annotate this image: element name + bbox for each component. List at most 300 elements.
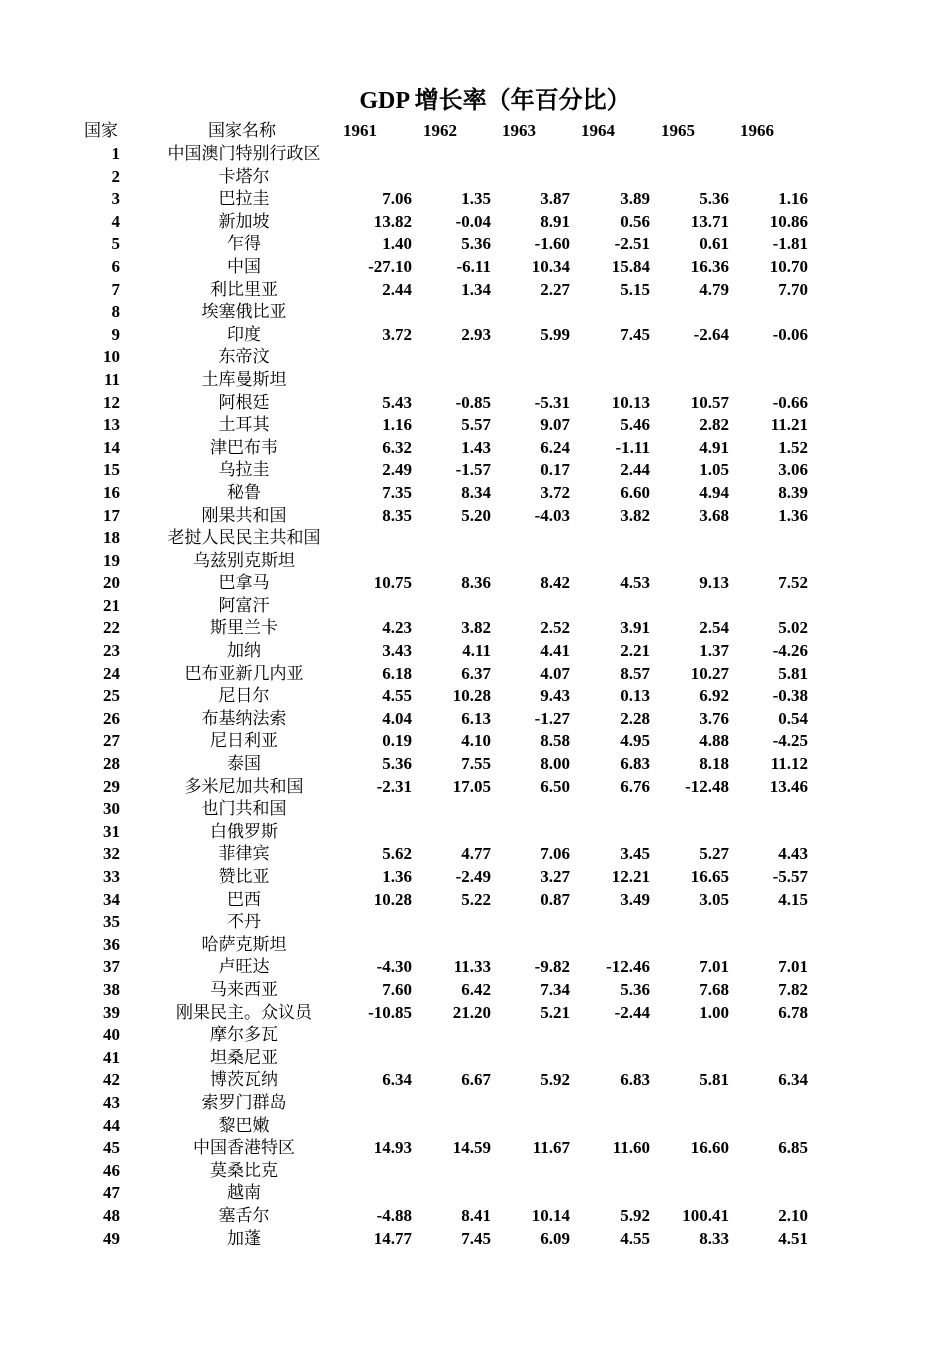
gdp-value-1965: 0.61 — [699, 234, 729, 254]
table-row — [0, 956, 950, 979]
country-name: 尼日利亚 — [210, 731, 278, 751]
gdp-value-1966: 6.78 — [778, 1002, 808, 1022]
gdp-value-1966: 11.21 — [770, 415, 808, 435]
gdp-value-1966: 5.81 — [778, 663, 808, 683]
gdp-value-1966: 1.16 — [778, 189, 808, 209]
country-name: 巴布亚新几内亚 — [184, 663, 304, 683]
gdp-value-1964: 5.92 — [620, 1205, 650, 1225]
row-index: 26 — [103, 708, 120, 728]
gdp-value-1963: 9.07 — [540, 415, 570, 435]
gdp-value-1963: 3.27 — [540, 867, 570, 886]
row-index: 12 — [103, 392, 120, 412]
country-name: 刚果民主。众议员 — [176, 1002, 312, 1022]
gdp-value-1962: 6.13 — [461, 708, 491, 728]
gdp-value-1965: 4.94 — [699, 482, 729, 502]
table-row — [0, 550, 950, 573]
gdp-value-1965: 10.57 — [690, 392, 729, 412]
table-row — [0, 776, 950, 799]
gdp-value-1966: -0.38 — [772, 686, 808, 706]
row-index: 47 — [103, 1183, 120, 1203]
gdp-value-1964: 7.45 — [620, 324, 650, 344]
country-name: 摩尔多瓦 — [210, 1025, 278, 1045]
gdp-value-1963: 3.72 — [540, 482, 570, 502]
gdp-value-1965: 5.81 — [699, 1070, 729, 1090]
row-index: 15 — [103, 460, 120, 480]
country-name: 津巴布韦 — [210, 437, 278, 457]
gdp-value-1961: 7.06 — [382, 189, 412, 209]
table-row — [0, 437, 950, 460]
row-index: 41 — [103, 1047, 120, 1067]
table-row — [0, 911, 950, 934]
row-index: 40 — [103, 1025, 120, 1045]
gdp-value-1961: 7.60 — [382, 979, 412, 999]
row-index: 34 — [103, 889, 120, 909]
gdp-value-1965: 100.41 — [682, 1205, 729, 1225]
gdp-value-1962: 5.20 — [461, 505, 491, 525]
row-index: 21 — [103, 595, 120, 615]
country-name: 乌拉圭 — [218, 460, 270, 480]
gdp-value-1966: 5.02 — [778, 618, 808, 638]
gdp-value-1962: 7.55 — [461, 754, 491, 774]
country-name: 布基纳法索 — [201, 708, 287, 728]
gdp-value-1965: -2.64 — [693, 324, 729, 344]
gdp-value-1966: -5.57 — [772, 867, 808, 886]
gdp-value-1965: 4.79 — [699, 279, 729, 299]
header-year-1966: 1966 — [740, 121, 774, 140]
header-country-name: 国家名称 — [208, 121, 276, 140]
gdp-value-1963: 8.91 — [540, 211, 570, 231]
row-index: 32 — [103, 844, 120, 864]
row-index: 43 — [103, 1092, 120, 1112]
page-title: GDP 增长率（年百分比） — [359, 88, 631, 114]
gdp-value-1961: 7.35 — [382, 482, 412, 502]
gdp-value-1962: 6.37 — [461, 663, 491, 683]
gdp-value-1962: 6.67 — [461, 1070, 491, 1090]
gdp-value-1963: -9.82 — [534, 957, 570, 977]
gdp-value-1964: 0.13 — [620, 686, 650, 706]
gdp-value-1964: 5.36 — [620, 979, 650, 999]
gdp-value-1963: 5.99 — [540, 324, 570, 344]
country-name: 莫桑比克 — [210, 1160, 278, 1180]
table-row — [0, 1160, 950, 1183]
table-row — [0, 166, 950, 189]
gdp-value-1966: 1.36 — [778, 505, 808, 525]
header-year-1961: 1961 — [343, 121, 377, 140]
table-row — [0, 572, 950, 595]
country-name: 白俄罗斯 — [210, 821, 278, 841]
table-row — [0, 821, 950, 844]
gdp-value-1961: 6.34 — [382, 1070, 412, 1090]
table-row — [0, 324, 950, 347]
gdp-value-1965: 9.13 — [699, 573, 729, 593]
gdp-value-1965: 5.27 — [699, 844, 729, 864]
row-index: 25 — [103, 686, 120, 706]
gdp-value-1961: 5.43 — [382, 392, 412, 412]
gdp-value-1964: 8.57 — [620, 663, 650, 683]
gdp-value-1964: 15.84 — [611, 256, 650, 276]
gdp-value-1962: 4.77 — [461, 844, 491, 864]
row-index: 37 — [103, 957, 120, 977]
gdp-value-1962: -2.49 — [455, 867, 491, 886]
country-name: 利比里亚 — [210, 279, 278, 299]
country-name: 赞比亚 — [218, 867, 270, 886]
table-row — [0, 414, 950, 437]
country-name: 老挝人民民主共和国 — [167, 528, 321, 548]
table-row — [0, 685, 950, 708]
table-row — [0, 346, 950, 369]
gdp-value-1963: -5.31 — [534, 392, 570, 412]
gdp-value-1962: -0.85 — [455, 392, 491, 412]
country-name: 尼日尔 — [218, 686, 270, 706]
row-index: 9 — [111, 324, 120, 344]
country-name: 巴西 — [227, 889, 261, 909]
table-row — [0, 256, 950, 279]
gdp-value-1961: 3.43 — [382, 641, 412, 661]
row-index: 6 — [111, 256, 120, 276]
gdp-value-1963: 10.14 — [531, 1205, 570, 1225]
country-name: 埃塞俄比亚 — [201, 302, 287, 322]
gdp-value-1964: 5.15 — [620, 279, 650, 299]
table-row — [0, 527, 950, 550]
gdp-value-1964: 12.21 — [611, 867, 650, 886]
row-index: 45 — [103, 1138, 120, 1158]
gdp-value-1965: 16.60 — [690, 1138, 729, 1158]
gdp-value-1961: 4.04 — [382, 708, 412, 728]
gdp-value-1963: 5.21 — [540, 1002, 570, 1022]
header-year-1965: 1965 — [661, 121, 695, 140]
gdp-value-1963: 6.09 — [540, 1228, 570, 1248]
row-index: 31 — [103, 821, 120, 841]
gdp-value-1961: -4.30 — [376, 957, 412, 977]
gdp-value-1962: 10.28 — [452, 686, 491, 706]
gdp-value-1961: 6.32 — [382, 437, 412, 457]
gdp-value-1962: 2.93 — [461, 324, 491, 344]
gdp-value-1962: 4.11 — [462, 641, 491, 661]
country-name: 阿根廷 — [218, 392, 270, 412]
gdp-value-1964: 3.82 — [620, 505, 650, 525]
gdp-value-1962: -0.04 — [455, 211, 491, 231]
gdp-value-1961: 13.82 — [373, 211, 412, 231]
gdp-value-1964: 2.44 — [620, 460, 650, 480]
gdp-value-1966: 7.52 — [778, 573, 808, 593]
gdp-value-1961: 5.36 — [382, 754, 412, 774]
table-row — [0, 301, 950, 324]
table-row — [0, 369, 950, 392]
gdp-value-1963: 8.58 — [540, 731, 570, 751]
gdp-value-1965: 8.33 — [699, 1228, 729, 1248]
gdp-value-1965: 4.88 — [699, 731, 729, 751]
gdp-value-1964: 2.21 — [620, 641, 650, 661]
gdp-value-1961: 8.35 — [382, 505, 412, 525]
gdp-value-1966: 4.15 — [778, 889, 808, 909]
gdp-value-1965: 1.37 — [699, 641, 729, 661]
gdp-value-1961: 1.16 — [382, 415, 412, 435]
gdp-value-1961: 3.72 — [382, 324, 412, 344]
gdp-value-1966: 6.85 — [778, 1138, 808, 1158]
country-name: 新加坡 — [218, 211, 270, 231]
gdp-value-1964: 3.91 — [620, 618, 650, 638]
table-row — [0, 934, 950, 957]
gdp-value-1966: 10.86 — [769, 211, 808, 231]
gdp-value-1964: 2.28 — [620, 708, 650, 728]
country-name: 加蓬 — [227, 1228, 261, 1248]
gdp-value-1961: 14.77 — [373, 1228, 412, 1248]
gdp-value-1963: 8.42 — [540, 573, 570, 593]
gdp-value-1961: 14.93 — [373, 1138, 412, 1158]
gdp-value-1961: 10.75 — [373, 573, 412, 593]
row-index: 23 — [103, 641, 120, 661]
table-row — [0, 730, 950, 753]
gdp-value-1964: 10.13 — [611, 392, 650, 412]
table-row — [0, 482, 950, 505]
country-name: 卡塔尔 — [218, 166, 270, 186]
gdp-value-1964: 11.60 — [612, 1138, 650, 1158]
gdp-value-1961: 1.36 — [382, 867, 412, 886]
header-year-1962: 1962 — [423, 121, 457, 140]
row-index: 14 — [103, 437, 120, 457]
gdp-value-1962: 8.41 — [461, 1205, 491, 1225]
gdp-value-1961: -4.88 — [376, 1205, 412, 1225]
gdp-value-1965: 6.92 — [699, 686, 729, 706]
row-index: 33 — [103, 867, 120, 886]
gdp-value-1962: 6.42 — [461, 979, 491, 999]
table-row — [0, 617, 950, 640]
gdp-value-1965: 10.27 — [690, 663, 729, 683]
gdp-value-1964: 3.45 — [620, 844, 650, 864]
table-row — [0, 1047, 950, 1070]
table-row — [0, 889, 950, 912]
gdp-value-1961: -2.31 — [376, 776, 412, 796]
gdp-value-1965: 13.71 — [690, 211, 729, 231]
gdp-value-1961: 4.55 — [382, 686, 412, 706]
gdp-value-1963: 2.27 — [540, 279, 570, 299]
gdp-value-1964: -2.44 — [614, 1002, 650, 1022]
row-index: 3 — [111, 189, 120, 209]
gdp-value-1964: -2.51 — [614, 234, 650, 254]
country-name: 中国 — [227, 256, 261, 276]
country-name: 乍得 — [227, 234, 261, 254]
gdp-value-1963: 10.34 — [531, 256, 570, 276]
row-index: 13 — [103, 415, 120, 435]
country-name: 泰国 — [227, 754, 261, 774]
row-index: 49 — [103, 1228, 120, 1248]
row-index: 17 — [103, 505, 120, 525]
gdp-value-1962: -1.57 — [455, 460, 491, 480]
gdp-value-1963: 5.92 — [540, 1070, 570, 1090]
gdp-value-1962: 5.22 — [461, 889, 491, 909]
table-row — [0, 640, 950, 663]
gdp-value-1961: 1.40 — [382, 234, 412, 254]
gdp-value-1963: -1.60 — [534, 234, 570, 254]
country-name: 塞舌尔 — [218, 1205, 270, 1225]
row-index: 29 — [103, 776, 120, 796]
table-row — [0, 211, 950, 234]
country-name: 中国澳门特别行政区 — [167, 144, 321, 163]
gdp-value-1963: 9.43 — [540, 686, 570, 706]
gdp-value-1966: 7.82 — [778, 979, 808, 999]
country-name: 马来西亚 — [210, 979, 278, 999]
row-index: 7 — [111, 279, 120, 299]
gdp-value-1962: 5.57 — [461, 415, 491, 435]
header-country: 国家 — [84, 121, 118, 140]
gdp-value-1965: 3.76 — [699, 708, 729, 728]
row-index: 27 — [103, 731, 120, 751]
country-name: 越南 — [227, 1183, 261, 1203]
row-index: 18 — [103, 528, 120, 548]
gdp-value-1963: -1.27 — [534, 708, 570, 728]
table-row — [0, 843, 950, 866]
gdp-value-1964: 3.49 — [620, 889, 650, 909]
row-index: 2 — [111, 166, 120, 186]
gdp-value-1965: 3.68 — [699, 505, 729, 525]
table-row — [0, 798, 950, 821]
gdp-value-1964: 6.60 — [620, 482, 650, 502]
gdp-value-1962: 7.45 — [461, 1228, 491, 1248]
gdp-value-1964: 4.53 — [620, 573, 650, 593]
gdp-value-1962: 1.35 — [461, 189, 491, 209]
gdp-value-1962: 14.59 — [452, 1138, 491, 1158]
gdp-value-1966: -4.25 — [772, 731, 808, 751]
gdp-value-1966: 2.10 — [778, 1205, 808, 1225]
row-index: 16 — [103, 482, 120, 502]
country-name: 斯里兰卡 — [210, 618, 278, 638]
gdp-value-1962: 1.43 — [461, 437, 491, 457]
table-row — [0, 866, 950, 889]
gdp-value-1966: 11.12 — [770, 754, 808, 774]
country-name: 坦桑尼亚 — [210, 1047, 278, 1067]
country-name: 东帝汶 — [218, 347, 270, 367]
gdp-value-1963: 6.50 — [540, 776, 570, 796]
gdp-value-1965: 7.01 — [699, 957, 729, 977]
row-index: 10 — [103, 347, 120, 367]
country-name: 乌兹别克斯坦 — [193, 550, 295, 570]
row-index: 48 — [103, 1205, 120, 1225]
table-row — [0, 143, 950, 166]
gdp-value-1964: 6.76 — [620, 776, 650, 796]
gdp-value-1961: -10.85 — [368, 1002, 412, 1022]
gdp-value-1966: 7.70 — [778, 279, 808, 299]
row-index: 5 — [111, 234, 120, 254]
table-row — [0, 979, 950, 1002]
gdp-value-1965: 16.65 — [690, 867, 729, 886]
table-row — [0, 279, 950, 302]
gdp-value-1963: -4.03 — [534, 505, 570, 525]
gdp-value-1961: -27.10 — [368, 256, 412, 276]
table-row — [0, 392, 950, 415]
country-name: 黎巴嫩 — [218, 1115, 270, 1135]
gdp-value-1964: 5.46 — [620, 415, 650, 435]
country-name: 多米尼加共和国 — [184, 776, 304, 796]
gdp-value-1962: -6.11 — [456, 256, 491, 276]
country-name: 巴拿马 — [218, 573, 270, 593]
gdp-value-1966: 10.70 — [769, 256, 808, 276]
row-index: 24 — [103, 663, 120, 683]
gdp-value-1966: -0.06 — [772, 324, 808, 344]
gdp-value-1961: 10.28 — [373, 889, 412, 909]
gdp-value-1962: 3.82 — [461, 618, 491, 638]
table-row — [0, 708, 950, 731]
gdp-value-1966: -1.81 — [772, 234, 808, 254]
table-row — [0, 1115, 950, 1138]
country-name: 土库曼斯坦 — [201, 369, 287, 389]
header-year-1964: 1964 — [581, 121, 615, 140]
table-row — [0, 505, 950, 528]
country-name: 加纳 — [227, 641, 261, 661]
gdp-value-1962: 1.34 — [461, 279, 491, 299]
gdp-value-1962: 21.20 — [452, 1002, 491, 1022]
country-name: 刚果共和国 — [201, 505, 287, 525]
gdp-value-1965: 2.54 — [699, 618, 729, 638]
gdp-value-1966: 4.51 — [778, 1228, 808, 1248]
table-row — [0, 1092, 950, 1115]
gdp-value-1965: 7.68 — [699, 979, 729, 999]
table-row — [0, 1137, 950, 1160]
gdp-value-1964: 3.89 — [620, 189, 650, 209]
row-index: 19 — [103, 550, 120, 570]
gdp-value-1963: 11.67 — [532, 1138, 570, 1158]
gdp-value-1963: 7.34 — [540, 979, 570, 999]
gdp-value-1966: 7.01 — [778, 957, 808, 977]
table-row — [0, 1228, 950, 1251]
row-index: 22 — [103, 618, 120, 638]
row-index: 28 — [103, 754, 120, 774]
row-index: 38 — [103, 979, 120, 999]
gdp-value-1964: -1.11 — [615, 437, 650, 457]
gdp-value-1963: 0.87 — [540, 889, 570, 909]
gdp-value-1965: 2.82 — [699, 415, 729, 435]
gdp-value-1965: 4.91 — [699, 437, 729, 457]
row-index: 44 — [103, 1115, 120, 1135]
data-table-body — [0, 143, 950, 1250]
gdp-value-1964: -12.46 — [606, 957, 650, 977]
table-row — [0, 753, 950, 776]
row-index: 8 — [111, 302, 120, 322]
gdp-value-1963: 0.17 — [540, 460, 570, 480]
row-index: 36 — [103, 934, 120, 954]
gdp-value-1964: 6.83 — [620, 1070, 650, 1090]
gdp-value-1961: 4.23 — [382, 618, 412, 638]
table-row — [0, 1069, 950, 1092]
gdp-value-1966: 3.06 — [778, 460, 808, 480]
row-index: 35 — [103, 912, 120, 932]
gdp-value-1961: 2.49 — [382, 460, 412, 480]
gdp-value-1966: -0.66 — [772, 392, 808, 412]
country-name: 中国香港特区 — [193, 1138, 295, 1158]
table-row — [0, 233, 950, 256]
gdp-value-1964: 0.56 — [620, 211, 650, 231]
header-year-1963: 1963 — [502, 121, 536, 140]
gdp-value-1963: 8.00 — [540, 754, 570, 774]
gdp-value-1965: 8.18 — [699, 754, 729, 774]
country-name: 阿富汗 — [218, 595, 270, 615]
row-index: 39 — [103, 1002, 120, 1022]
table-row — [0, 1024, 950, 1047]
country-name: 哈萨克斯坦 — [201, 934, 287, 954]
row-index: 30 — [103, 799, 120, 819]
gdp-value-1965: 1.05 — [699, 460, 729, 480]
gdp-value-1965: -12.48 — [685, 776, 729, 796]
table-row — [0, 595, 950, 618]
gdp-value-1962: 5.36 — [461, 234, 491, 254]
country-name: 也门共和国 — [201, 799, 287, 819]
gdp-value-1962: 17.05 — [452, 776, 491, 796]
row-index: 11 — [103, 369, 120, 389]
table-row — [0, 459, 950, 482]
gdp-value-1964: 4.55 — [620, 1228, 650, 1248]
gdp-value-1963: 6.24 — [540, 437, 570, 457]
gdp-value-1964: 4.95 — [620, 731, 650, 751]
row-index: 1 — [111, 144, 120, 163]
